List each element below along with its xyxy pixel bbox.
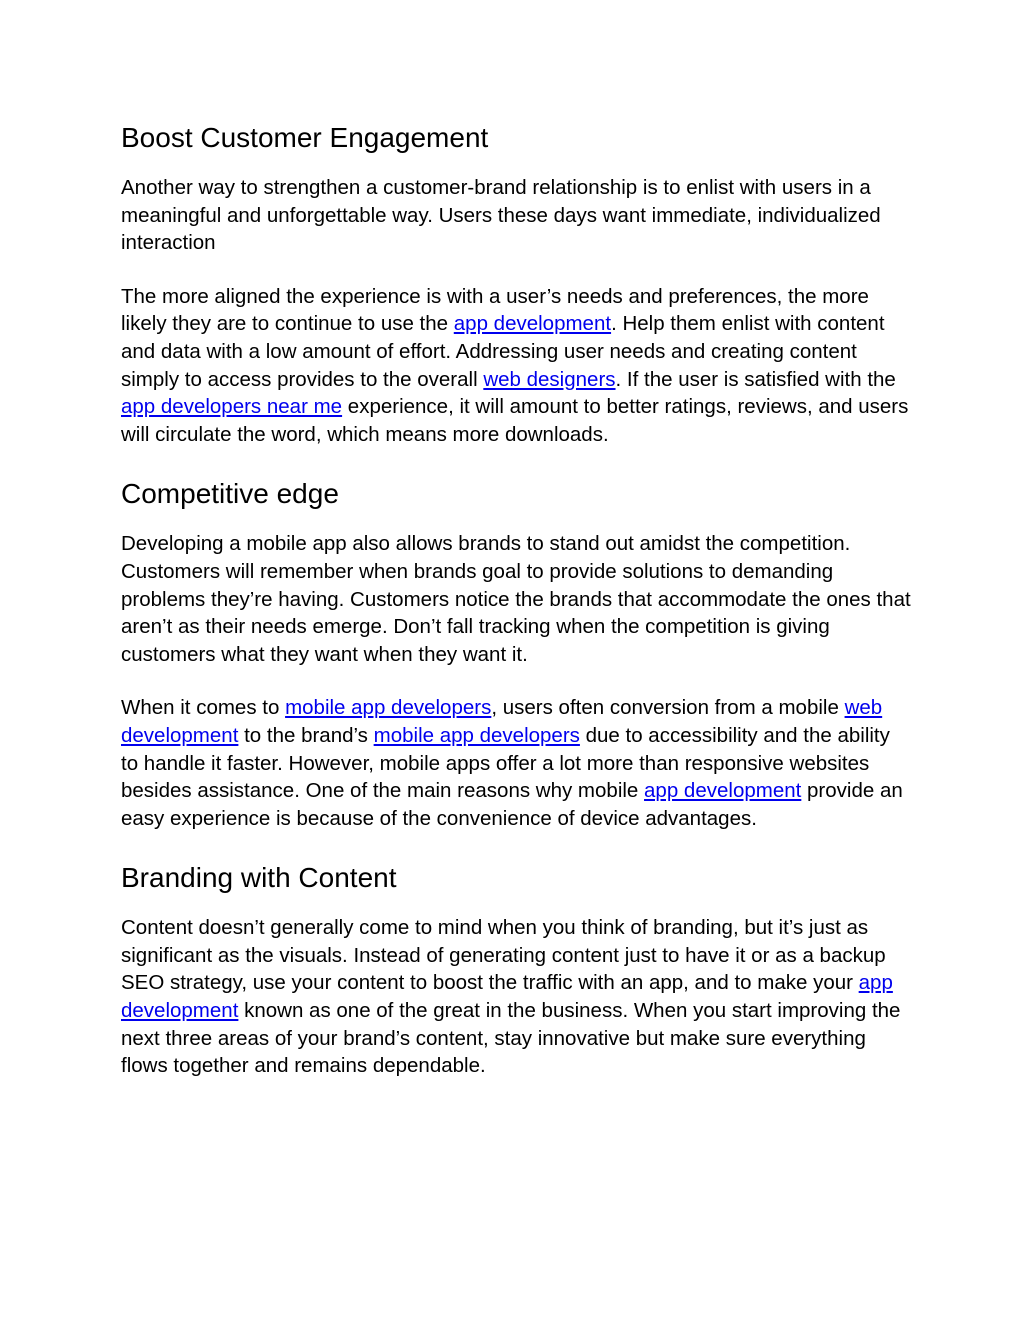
hyperlink[interactable]: web designers — [483, 367, 616, 391]
paragraph-text: known as one of the great in the business. When you start improving the next three areas of your brand’s content, stay innovative but make sure everything flows together and remains dependable. — [121, 999, 901, 1078]
paragraph-text: . Help them enlist with content and data with a low amount of effort. Addressing user needs and creating content simply to access provides to the overall — [121, 312, 885, 391]
hyperlink[interactable]: app development — [453, 312, 612, 336]
body-paragraph — [121, 174, 911, 257]
hyperlink[interactable]: mobile app developers — [285, 696, 492, 720]
paragraph-text: , users often conversion from a mobile — [491, 696, 845, 720]
document-page — [121, 118, 911, 1106]
hyperlink[interactable]: app developers near me — [121, 395, 343, 419]
paragraph-text: Content doesn’t generally come to mind when you think of branding, but it’s just as significant as the visuals. Instead of generating content just to have it or as a backup SEO strategy, use your content to boost the traffic with an app, and to make your — [121, 916, 886, 995]
paragraph-text: due to accessibility and the ability to handle it faster. However, mobile apps offer a lot more than responsive websites besides assistance. One of the main reasons why mobile — [121, 723, 890, 803]
paragraph-text: Developing a mobile app also allows brands to stand out amidst the competition. Customers will remember when brands goal to provide solutions to demanding problems they’re having. Customers notice the brands that accommodate the ones that aren’t as their needs emerge. Don’t fall tracking when the competition is giving customers what they want when they want it. — [121, 532, 911, 666]
section-heading: Boost Customer Engagement — [121, 122, 489, 153]
body-paragraph — [121, 530, 911, 668]
section-2 — [121, 858, 911, 1080]
body-paragraph — [121, 914, 911, 1080]
paragraph-text: experience, it will amount to better ratings, reviews, and users will circulate the word, which means more downloads. — [121, 395, 909, 446]
paragraph-text: When it comes to — [121, 696, 286, 720]
paragraph-text: The more aligned the experience is with a user’s needs and preferences, the more likely they are to continue to use the — [121, 284, 869, 336]
section-heading: Branding with Content — [121, 862, 397, 894]
paragraph-text: to the brand’s — [238, 723, 374, 747]
hyperlink[interactable]: mobile app developers — [373, 723, 580, 747]
body-paragraph — [121, 283, 911, 449]
body-paragraph — [121, 694, 911, 832]
section-1 — [121, 474, 911, 832]
hyperlink[interactable]: web development — [121, 696, 883, 747]
paragraph-text: Another way to strengthen a customer-brand relationship is to enlist with users in a meaningful and unforgettable way. Users these days want immediate, individualized interaction — [121, 176, 881, 255]
paragraph-text: provide an easy experience is because of the convenience of device advantages. — [121, 779, 903, 830]
section-heading: Competitive edge — [121, 478, 339, 510]
hyperlink[interactable]: app development — [121, 971, 893, 1023]
paragraph-text: . If the user is satisfied with the — [615, 367, 896, 391]
hyperlink[interactable]: app development — [644, 779, 802, 803]
section-0 — [121, 118, 911, 448]
